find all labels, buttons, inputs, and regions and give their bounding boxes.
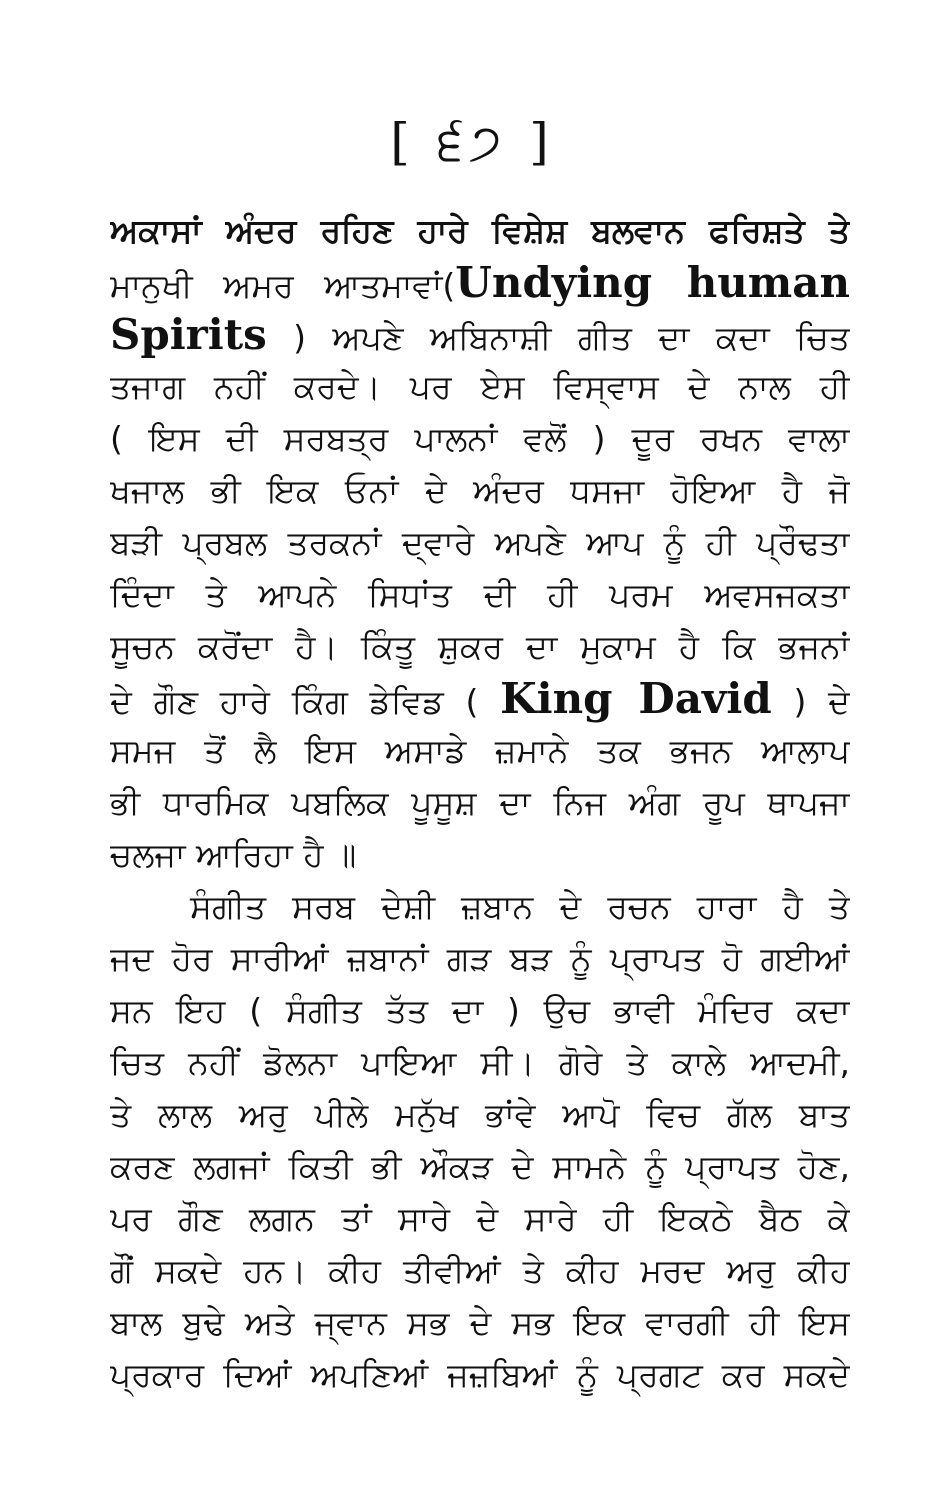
line-text: ਮਾਨੁਖੀ ਅਮਰ ਆਤਮਾਵਾਂ(	[110, 266, 456, 305]
line-text: ਤੇ ਲਾਲ ਅਰੁ ਪੀਲੇ ਮਨੁੱਖ ਭਾਂਵੇ ਆਪੋ ਵਿਚ ਗੱਲ ਬਾਤ	[110, 1095, 850, 1134]
text-line	[110, 1037, 850, 1089]
paragraph-start-line	[110, 881, 850, 933]
line-text: ਚਲਜਾ ਆਰਿਹਾ ਹੈ ॥	[110, 835, 357, 874]
line-text: ਬਾਲ ਬੁਢੇ ਅਤੇ ਜ੍ਵਾਨ ਸਭ ਦੇ ਸਭ ਇਕ ਵਾਰਗੀ ਹੀ ਇਸ	[110, 1303, 850, 1342]
line-text: ਭੀ ਧਾਰਮਿਕ ਪਬਲਿਕ ਪੂਸੂਸ਼ ਦਾ ਨਿਜ ਅੰਗ ਰੂਪ ਥਾਪਜਾ	[110, 783, 850, 822]
english-term: Spirits	[110, 310, 267, 359]
line-text: ) ਅਪਣੇ ਅਬਿਨਾਸ਼ੀ ਗੀਤ ਦਾ ਕਦਾ ਚਿਤ	[293, 318, 850, 357]
text-line	[110, 673, 850, 725]
line-text: ਸੂਚਨ ਕਰੋਂਦਾ ਹੈ। ਕਿੰਤੂ ਸ਼ੁਕਰ ਦਾ ਮੁਕਾਮ ਹੈ ਕਿ ਭਜਨਾਂ	[110, 627, 850, 666]
line-text: ਦਿੰਦਾ ਤੇ ਆਪਨੇ ਸਿਧਾਂਤ ਦੀ ਹੀ ਪਰਮ ਅਵਸਜਕਤਾ	[110, 575, 850, 614]
text-line	[110, 829, 850, 881]
text-line	[110, 1245, 850, 1297]
line-text: ਸਮਜ ਤੋਂ ਲੈ ਇਸ ਅਸਾਡੇ ਜ਼ਮਾਨੇ ਤਕ ਭਜਨ ਆਲਾਪ	[110, 731, 850, 770]
line-text: ਜਦ ਹੋਰ ਸਾਰੀਆਂ ਜ਼ਬਾਨਾਂ ਗੜ ਬੜ ਨੂੰ ਪ੍ਰਾਪਤ ਹੋ ਗਈਆਂ	[110, 939, 850, 978]
page-number: [ ੬੭ ]	[390, 113, 555, 171]
text-line	[110, 361, 850, 413]
english-term: King David	[500, 674, 772, 723]
text-line	[110, 621, 850, 673]
line-text: ( ਇਸ ਦੀ ਸਰਬਤ੍ਰ ਪਾਲਨਾਂ ਵਲੋਂ ) ਦੂਰ ਰਖਨ ਵਾਲਾ	[110, 419, 850, 458]
text-line	[110, 1193, 850, 1245]
line-text: ਅਕਾਸਾਂ ਅੰਦਰ ਰਹਿਣ ਹਾਰੇ ਵਿਸ਼ੇਸ਼ ਬਲਵਾਨ ਫਰਿਸ਼ਤੇ ਤੇ	[110, 211, 850, 250]
text-line	[110, 1089, 850, 1141]
line-text: ਸੰਗੀਤ ਸਰਬ ਦੇਸ਼ੀ ਜ਼ਬਾਨ ਦੇ ਰਚਨ ਹਾਰਾ ਹੈ ਤੇ	[190, 887, 850, 926]
text-line	[110, 933, 850, 985]
line-text: ਦੇ ਗੌਣ ਹਾਰੇ ਕਿੰਗ ਡੇਵਿਡ (	[110, 682, 479, 721]
line-text: ) ਦੇ	[793, 682, 850, 721]
text-line	[110, 1141, 850, 1193]
text-line	[110, 985, 850, 1037]
line-text: ਪਰ ਗੌਣ ਲਗਨ ਤਾਂ ਸਾਰੇ ਦੇ ਸਾਰੇ ਹੀ ਇਕਠੇ ਬੈਠ ਕੇ	[110, 1199, 850, 1238]
text-line	[110, 569, 850, 621]
text-line	[110, 309, 850, 361]
text-line	[110, 777, 850, 829]
line-text: ਖਜਾਲ ਭੀ ਇਕ ਓਨਾਂ ਦੇ ਅੰਦਰ ਧਸਜਾ ਹੋਇਆ ਹੈ ਜੋ	[110, 471, 850, 510]
text-line	[110, 257, 850, 309]
line-text: ਪ੍ਰਕਾਰ ਦਿਆਂ ਅਪਣਿਆਂ ਜਜ਼ਬਿਆਂ ਨੂੰ ਪ੍ਰਗਟ ਕਰ ਸਕਦੇ	[110, 1355, 850, 1394]
text-line	[110, 205, 850, 257]
line-text: ਕਰਣ ਲਗਜਾਂ ਕਿਤੀ ਭੀ ਔਕੜ ਦੇ ਸਾਮਨੇ ਨੂੰ ਪ੍ਰਾਪਤ ਹੋਣ,	[110, 1147, 850, 1186]
line-text: ਬੜੀ ਪ੍ਰਬਲ ਤਰਕਨਾਂ ਦ੍ਵਾਰੇ ਅਪਣੇ ਆਪ ਨੂੰ ਹੀ ਪ੍ਰੌਢਤਾ	[110, 523, 850, 562]
text-line	[110, 1349, 850, 1401]
line-text: ਤਜਾਗ ਨਹੀਂ ਕਰਦੇ। ਪਰ ਏਸ ਵਿਸ੍ਵਾਸ ਦੇ ਨਾਲ ਹੀ	[110, 367, 850, 406]
line-text: ਚਿਤ ਨਹੀਂ ਡੋਲਨਾ ਪਾਇਆ ਸੀ। ਗੋਰੇ ਤੇ ਕਾਲੇ ਆਦਮੀ,	[110, 1043, 850, 1082]
body-text	[110, 205, 850, 1401]
text-line	[110, 465, 850, 517]
text-line	[110, 517, 850, 569]
english-term: Undying human	[455, 258, 850, 307]
line-text: ਸਨ ਇਹ ( ਸੰਗੀਤ ਤੱਤ ਦਾ ) ਉਚ ਭਾਵੀ ਮੰਦਿਰ ਕਦਾ	[110, 991, 850, 1030]
text-line	[110, 1297, 850, 1349]
line-text: ਗੌਂ ਸਕਦੇ ਹਨ। ਕੀਹ ਤੀਵੀਆਂ ਤੇ ਕੀਹ ਮਰਦ ਅਰੁ ਕੀਹ	[110, 1251, 850, 1290]
text-line	[110, 725, 850, 777]
text-line	[110, 413, 850, 465]
